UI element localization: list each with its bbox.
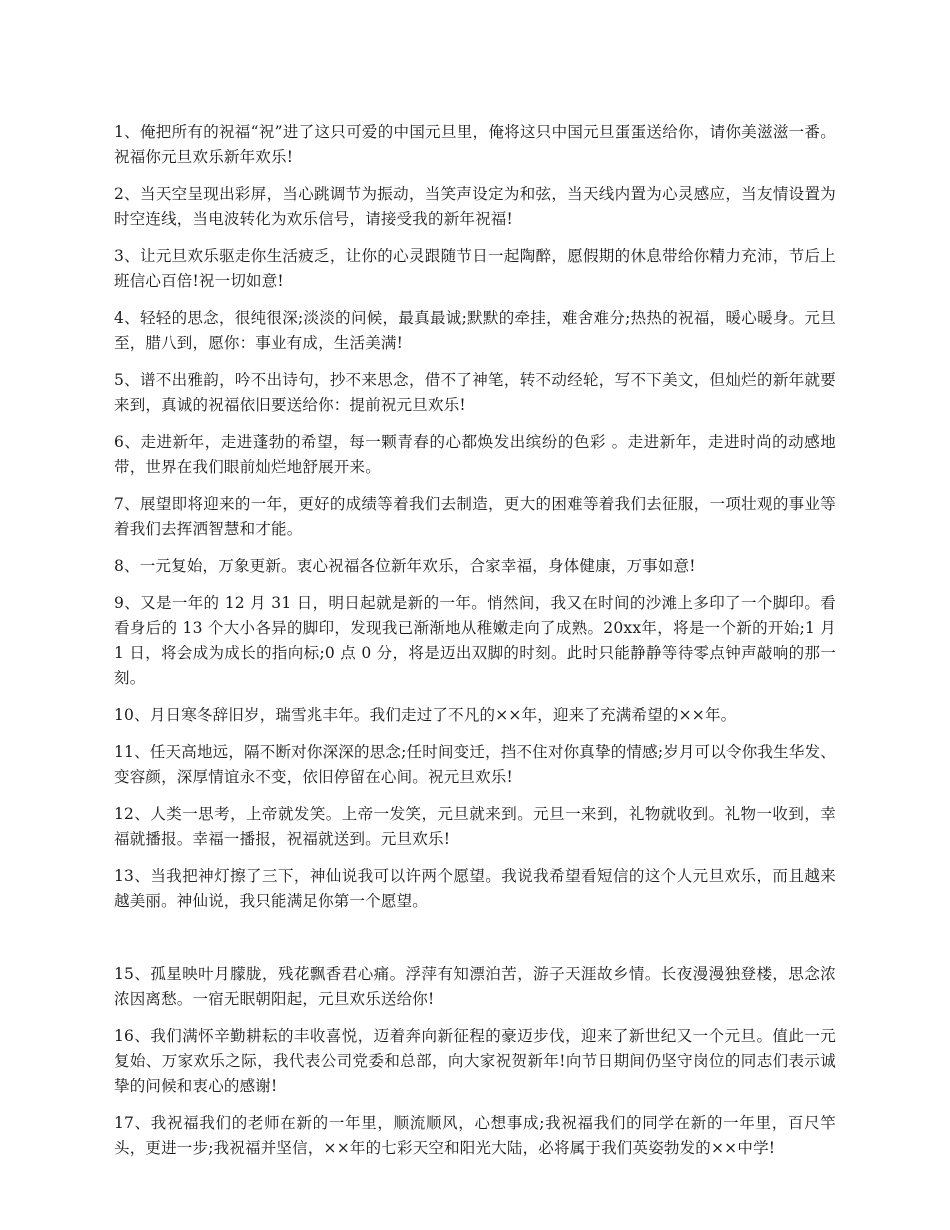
- paragraph-3: 3、让元旦欢乐驱走你生活疲乏，让你的心灵跟随节日一起陶醉，愿假期的休息带给你精力充沛，节后上班信心百倍!祝一切如意!: [114, 247, 836, 290]
- paragraph-15: 15、孤星映叶月朦胧，残花飘香君心痛。浮萍有知漂泊苦，游子天涯故乡情。长夜漫漫独登楼，思念浓浓因离愁。一宿无眠朝阳起，元旦欢乐送给你!: [114, 965, 836, 1008]
- paragraph-5: 5、谱不出雅韵，吟不出诗句，抄不来思念，借不了神笔，转不动经轮，写不下美文，但灿烂的新年就要来到，真诚的祝福依旧要送给你：提前祝元旦欢乐!: [114, 371, 836, 414]
- paragraph-11: 11、任天高地远，隔不断对你深深的思念;任时间变迁，挡不住对你真挚的情感;岁月可以令你我生华发、变容颜，深厚情谊永不变，依旧停留在心间。祝元旦欢乐!: [114, 743, 836, 786]
- paragraph-1: 1、俺把所有的祝福“祝”进了这只可爱的中国元旦里，俺将这只中国元旦蛋蛋送给你，请你美滋滋一番。祝福你元旦欢乐新年欢乐!: [114, 123, 836, 166]
- blank-gap: [114, 926, 836, 962]
- paragraph-2: 2、当天空呈现出彩屏，当心跳调节为振动，当笑声设定为和弦，当天线内置为心灵感应，当友情设置为时空连线，当电波转化为欢乐信号，请接受我的新年祝福!: [114, 185, 836, 228]
- paragraph-6: 6、走进新年，走进蓬勃的希望，每一颗青春的心都焕发出缤纷的色彩 。走进新年，走进时尚的动感地带，世界在我们眼前灿烂地舒展开来。: [114, 433, 836, 476]
- paragraph-8: 8、一元复始，万象更新。衷心祝福各位新年欢乐，合家幸福，身体健康，万事如意!: [114, 557, 696, 575]
- paragraph-4: 4、轻轻的思念，很纯很深;淡淡的问候，最真最诚;默默的牵挂，难舍难分;热热的祝福，暖心暖身。元旦至，腊八到，愿你：事业有成，生活美满!: [114, 309, 836, 352]
- paragraph-12: 12、人类一思考，上帝就发笑。上帝一发笑，元旦就来到。元旦一来到，礼物就收到。礼物一收到，幸福就播报。幸福一播报，祝福就送到。元旦欢乐!: [114, 805, 836, 848]
- paragraph-17: 17、我祝福我们的老师在新的一年里，顺流顺风，心想事成;我祝福我们的同学在新的一年里，百尺竿头，更进一步;我祝福并坚信，××年的七彩天空和阳光大陆，必将属于我们英姿勃发的××中学!: [114, 1114, 836, 1157]
- document-body: [114, 120, 836, 1173]
- paragraph-13: 13、当我把神灯擦了三下，神仙说我可以许两个愿望。我说我希望看短信的这个人元旦欢乐，而且越来越美丽。神仙说，我只能满足你第一个愿望。: [114, 867, 836, 910]
- paragraph-16: 16、我们满怀辛勤耕耘的丰收喜悦，迈着奔向新征程的豪迈步伐，迎来了新世纪又一个元旦。值此一元复始、万家欢乐之际，我代表公司党委和总部，向大家祝贺新年!向节日期间仍坚守岗位的同志们表示诚挚的问候和衷心的感谢!: [114, 1027, 836, 1095]
- paragraph-10: 10、月日寒冬辞旧岁，瑞雪兆丰年。我们走过了不凡的××年，迎来了充满希望的××年。: [114, 706, 737, 724]
- paragraph-7: 7、展望即将迎来的一年，更好的成绩等着我们去制造，更大的困难等着我们去征服，一项壮观的事业等着我们去挥洒智慧和才能。: [114, 495, 836, 538]
- paragraph-9: 9、又是一年的 12 月 31 日，明日起就是新的一年。悄然间，我又在时间的沙滩上多印了一个脚印。看看身后的 13 个大小各异的脚印，发现我已渐渐地从稚嫩走向了成熟。20xx年，将是一个新的开始;1 月 1 日，将会成为成长的指向标;0 点 0 分，将是迈出双脚的时刻。此时只能静静等待零点钟声敲响的那一刻。: [114, 594, 836, 687]
